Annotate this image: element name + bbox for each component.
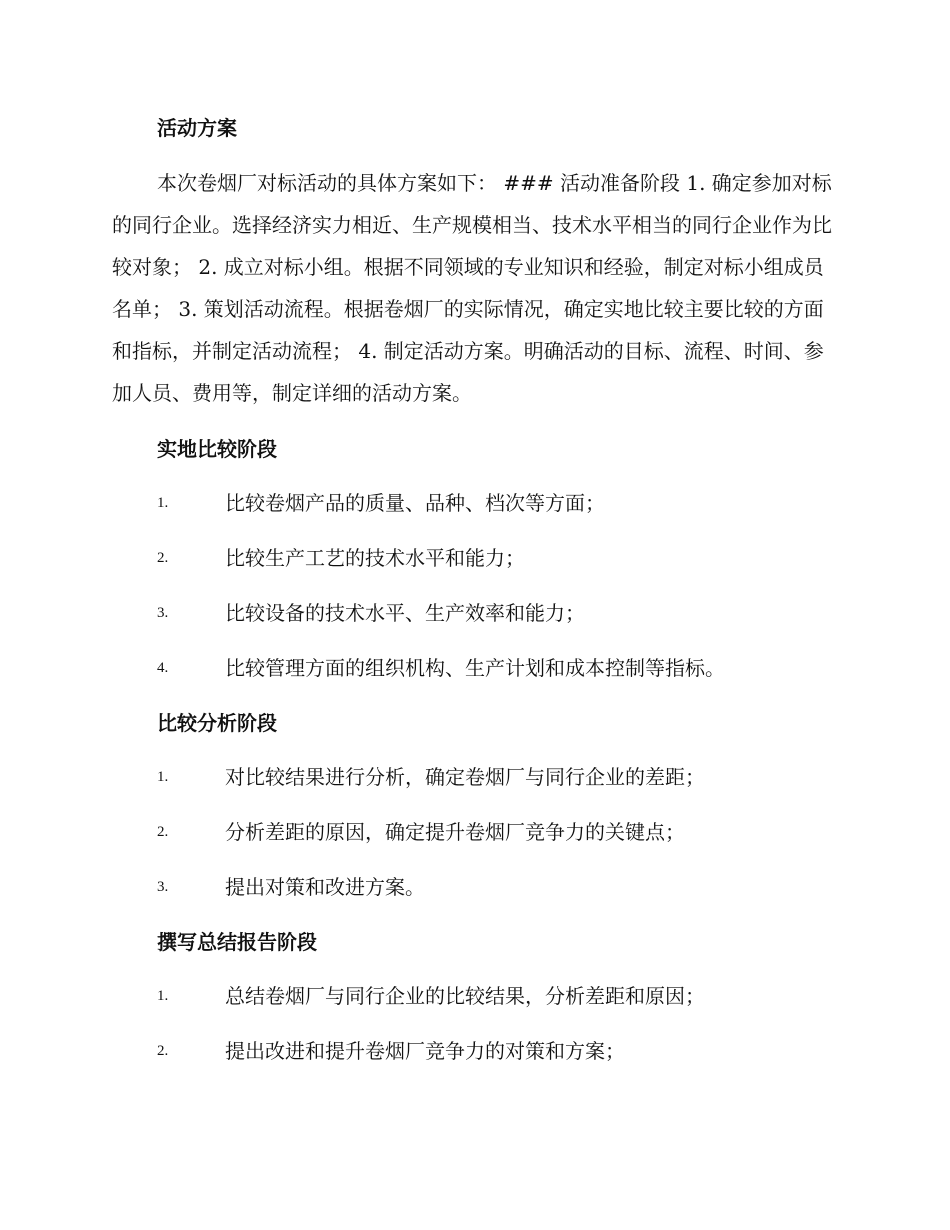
- list-text: 总结卷烟厂与同行企业的比较结果，分析差距和原因；: [225, 984, 705, 1008]
- intro-paragraph: 本次卷烟厂对标活动的具体方案如下： ### 活动准备阶段 1. 确定参加对标的同行企业。选择经济实力相近、生产规模相当、技术水平相当的同行企业作为比较对象； 2. 成立对标小组。根据不同领域的专业知识和经验，制定对标小组成员名单； 3. 策划活动流程。根据卷烟厂的实际情况，确定实地比较主要比较的方面和指标，并制定活动流程； 4. 制定活动方案。明确活动的目标、流程、时间、参加人员、费用等，制定详细的活动方案。: [112, 171, 832, 405]
- list-number: 1.: [157, 769, 169, 785]
- list-item: [157, 598, 837, 628]
- list-text: 比较生产工艺的技术水平和能力；: [225, 546, 525, 570]
- list-item: [157, 653, 837, 683]
- list-item: [157, 543, 837, 573]
- list-text: 提出对策和改进方案。: [225, 875, 425, 899]
- list-number: 3.: [157, 879, 169, 895]
- document-title: 活动方案: [157, 116, 237, 140]
- section-heading: 撰写总结报告阶段: [157, 930, 317, 954]
- list-item: [157, 488, 837, 518]
- list-text: 对比较结果进行分析，确定卷烟厂与同行企业的差距；: [225, 765, 705, 789]
- list-number: 2.: [157, 824, 169, 840]
- list-number: 2.: [157, 550, 169, 566]
- list-number: 1.: [157, 988, 169, 1004]
- list-number: 4.: [157, 660, 169, 676]
- list-text: 比较设备的技术水平、生产效率和能力；: [225, 601, 585, 625]
- list-item: [157, 872, 837, 902]
- section-heading: 比较分析阶段: [157, 711, 277, 735]
- list-item: [157, 762, 837, 792]
- list-item: [157, 981, 837, 1011]
- list-text: 分析差距的原因，确定提升卷烟厂竞争力的关键点；: [225, 820, 685, 844]
- list-text: 比较卷烟产品的质量、品种、档次等方面；: [225, 491, 605, 515]
- list-item: [157, 1036, 837, 1066]
- list-number: 2.: [157, 1043, 169, 1059]
- list-number: 1.: [157, 495, 169, 511]
- list-text: 提出改进和提升卷烟厂竞争力的对策和方案；: [225, 1039, 625, 1063]
- list-item: [157, 817, 837, 847]
- list-text: 比较管理方面的组织机构、生产计划和成本控制等指标。: [225, 656, 725, 680]
- list-number: 3.: [157, 605, 169, 621]
- section-heading: 实地比较阶段: [157, 437, 277, 461]
